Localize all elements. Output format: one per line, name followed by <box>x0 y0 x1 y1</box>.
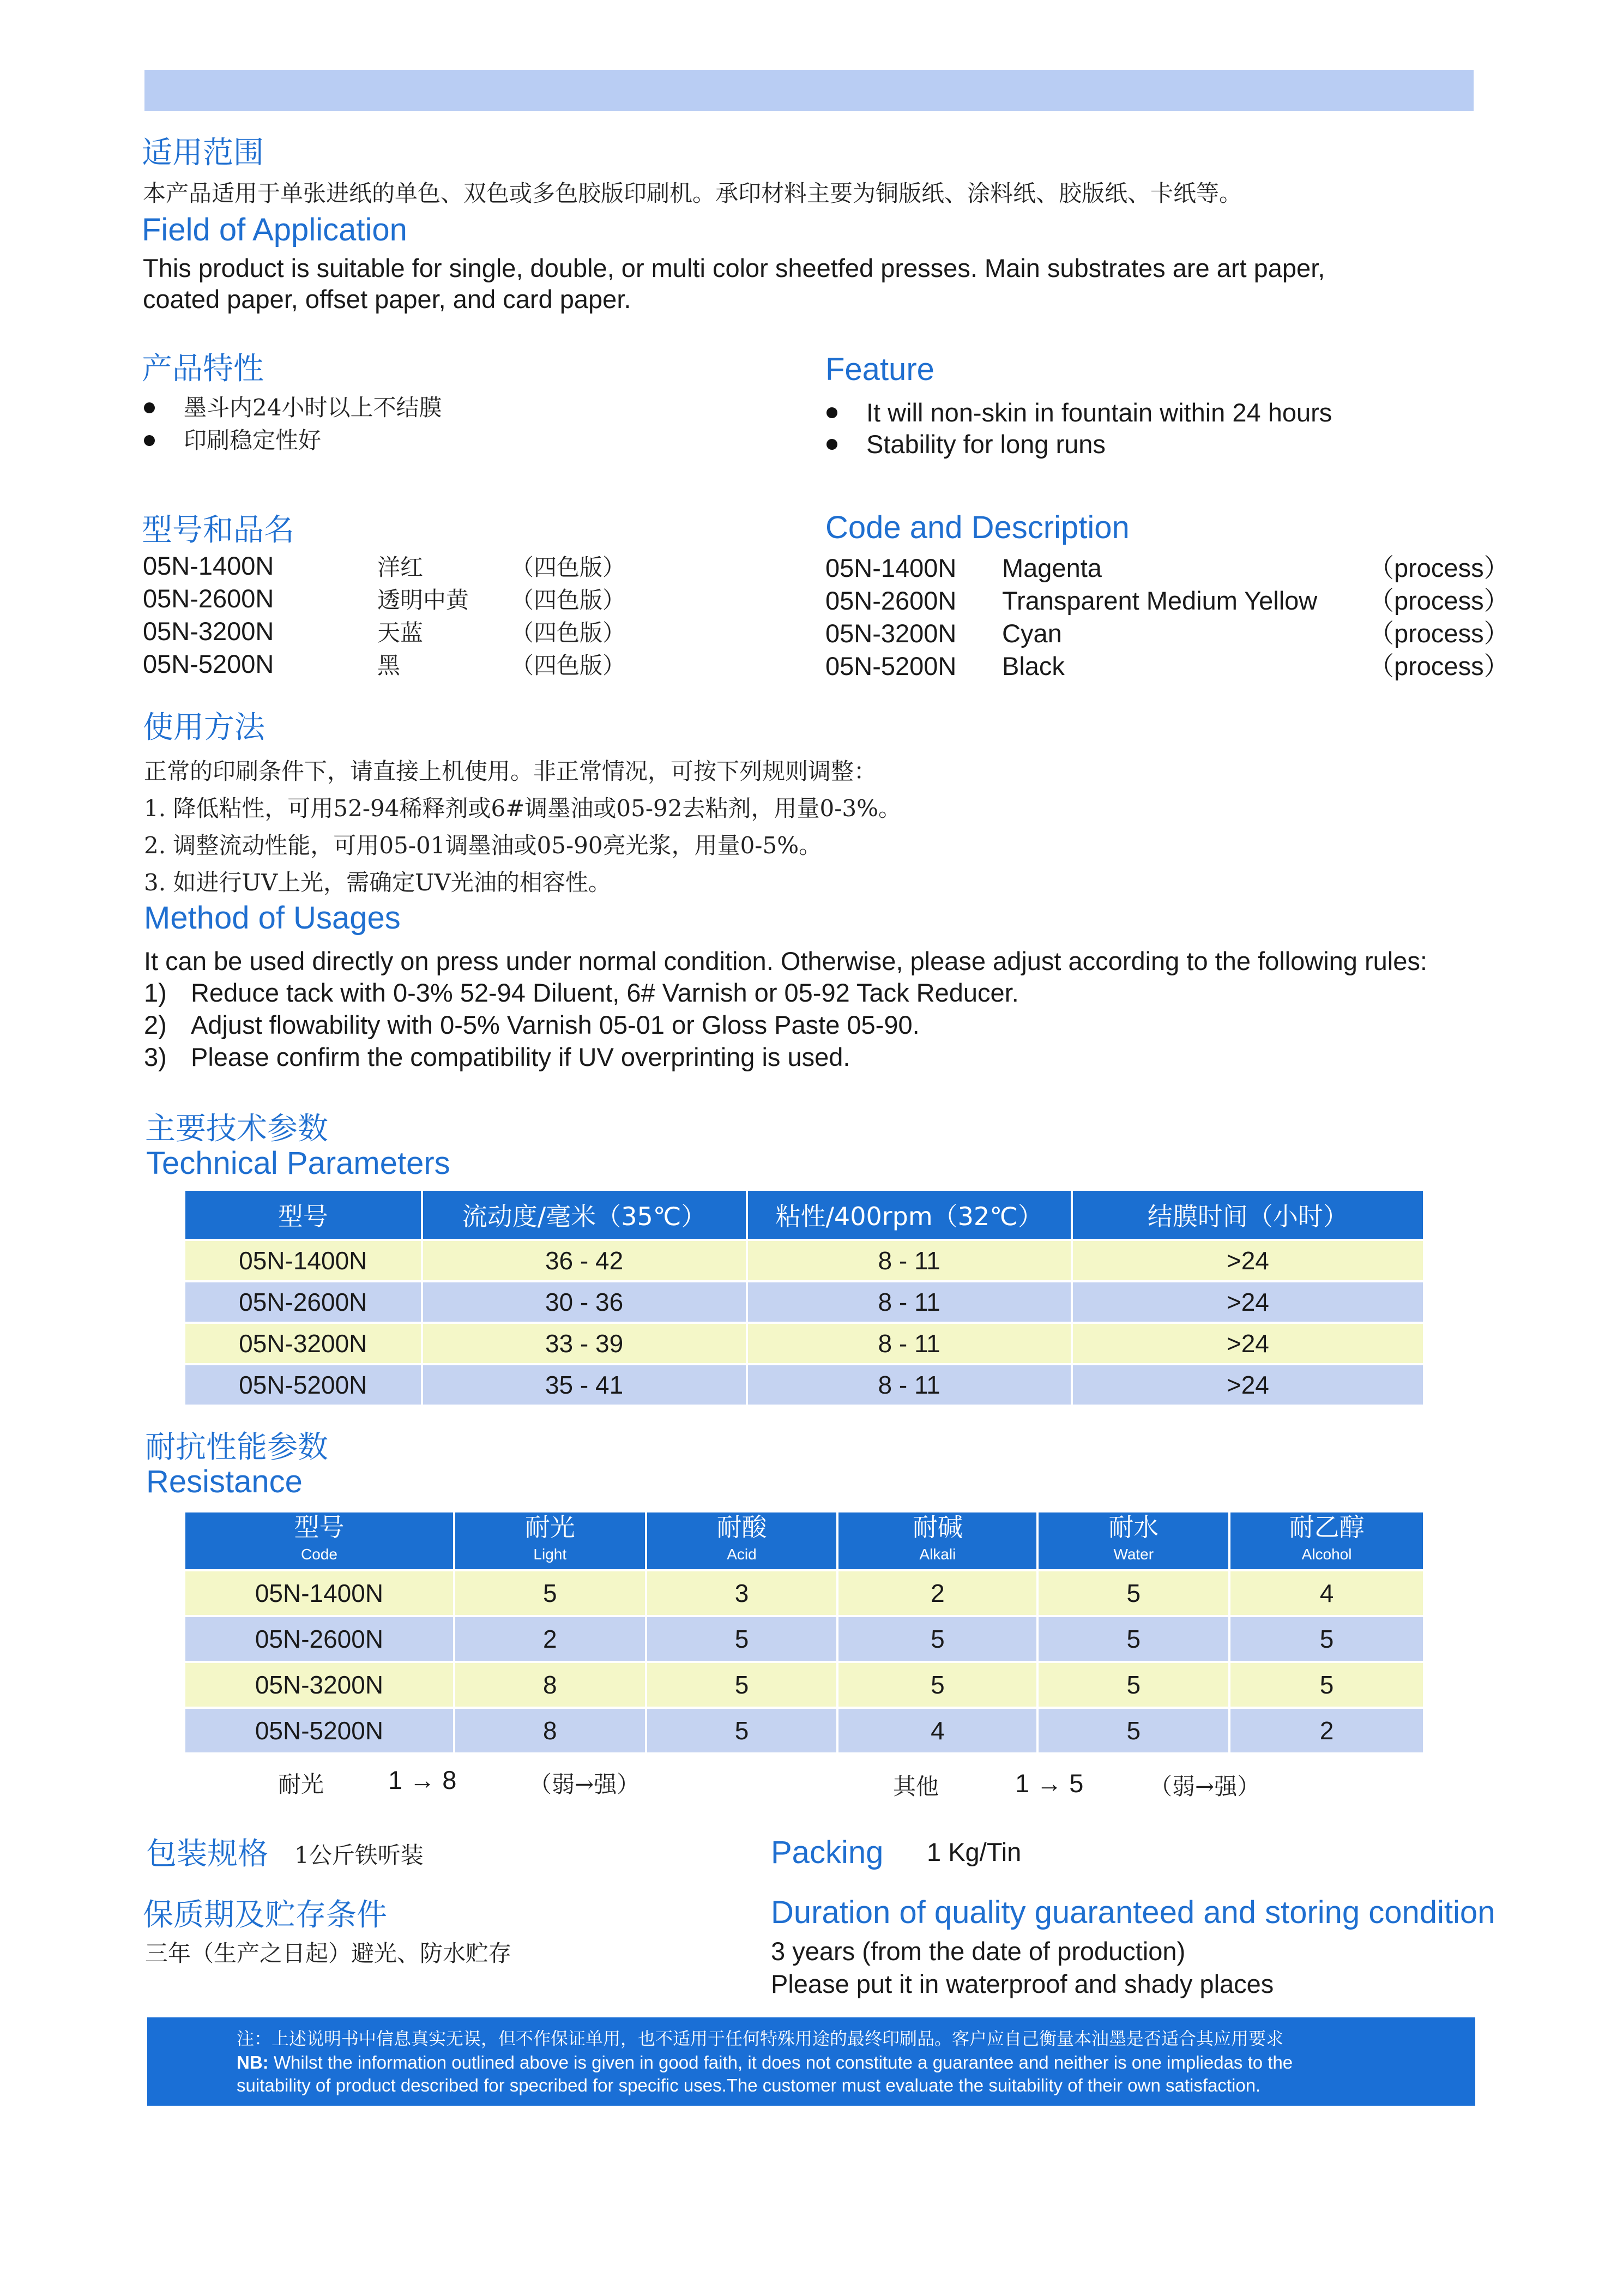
header-label-cn: 耐水 <box>1108 1512 1159 1542</box>
header-label-en: Acid <box>727 1546 757 1563</box>
table-cell: 30 - 36 <box>423 1282 746 1322</box>
legend-light-label: 耐光 <box>278 1771 324 1798</box>
usage-intro-en: It can be used directly on press under normal condition. Otherwise, please adjust according to the following rules: <box>144 947 1427 975</box>
legend-light-range: 1 → 8 <box>388 1765 457 1794</box>
table-cell: 5 <box>1230 1663 1423 1707</box>
feature-item-en: It will non-skin in fountain within 24 hours <box>825 397 1332 429</box>
resistance-title-en: Resistance <box>146 1464 303 1499</box>
feature-list-cn <box>143 391 442 457</box>
code-type-en: （process） <box>1368 652 1510 680</box>
table-cell: 4 <box>838 1709 1036 1752</box>
top-banner <box>144 70 1474 111</box>
feature-title-cn: 产品特性 <box>142 351 264 387</box>
table-cell: 5 <box>647 1617 837 1661</box>
header-label-cn: 耐酸 <box>716 1512 767 1542</box>
technical-header-row <box>185 1191 1423 1239</box>
code-row-cn <box>143 550 625 582</box>
legend-light-note: （弱→强） <box>529 1771 640 1798</box>
feature-title-en: Feature <box>825 352 934 387</box>
code-value: 05N-3200N <box>825 619 957 648</box>
feature-item-cn: 印刷稳定性好 <box>143 424 442 457</box>
usage-item-number: 1) <box>144 978 167 1007</box>
table-cell: 8 - 11 <box>748 1365 1071 1405</box>
resistance-header-cell <box>455 1512 645 1569</box>
table-cell: >24 <box>1073 1282 1423 1322</box>
usage-item-text: Reduce tack with 0-3% 52-94 Diluent, 6# Varnish or 05-92 Tack Reducer. <box>191 978 1019 1007</box>
table-cell: 5 <box>647 1709 837 1752</box>
storage-title-cn: 保质期及贮存条件 <box>143 1897 387 1933</box>
table-cell: 3 <box>647 1571 837 1615</box>
code-type-cn: （四色版） <box>511 554 626 581</box>
code-name-en: Magenta <box>1002 553 1102 582</box>
table-cell: 05N-5200N <box>185 1365 421 1405</box>
usage-item-cn: 1. 降低粘性，可用52-94稀释剂或6#调墨油或05-92去粘剂，用量0-3%。 <box>144 795 902 822</box>
usage-item-cn: 2. 调整流动性能，可用05-01调墨油或05-90亮光浆，用量0-5%。 <box>144 832 822 859</box>
resistance-header-cell <box>647 1512 837 1569</box>
table-cell: >24 <box>1073 1241 1423 1280</box>
header-label-cn: 耐碱 <box>912 1512 963 1542</box>
code-row-cn <box>143 648 625 680</box>
codes-title-cn: 型号和品名 <box>142 513 294 548</box>
table-cell: 5 <box>1039 1709 1228 1752</box>
table-cell: 35 - 41 <box>423 1365 746 1405</box>
usage-item-text: Adjust flowability with 0-5% Varnish 05-01 or Gloss Paste 05-90. <box>191 1010 920 1039</box>
legend-other-range: 1 → 5 <box>1015 1769 1084 1798</box>
resistance-header-cell <box>838 1512 1036 1569</box>
table-cell: 4 <box>1230 1571 1423 1615</box>
code-name-en: Transparent Medium Yellow <box>1002 586 1318 615</box>
header-label-cn: 型号 <box>294 1512 345 1542</box>
header-label-en: Light <box>533 1546 567 1563</box>
codes-list-cn <box>143 550 625 680</box>
code-value: 05N-5200N <box>825 652 957 680</box>
packing-value-cn: 1公斤铁听装 <box>294 1842 424 1869</box>
storage-value-en-line2: Please put it in waterproof and shady places <box>771 1969 1274 1998</box>
table-cell: 8 - 11 <box>748 1324 1071 1363</box>
table-row <box>185 1365 1423 1405</box>
table-cell: 05N-1400N <box>185 1571 453 1615</box>
code-row-en <box>825 552 1510 584</box>
table-cell: >24 <box>1073 1365 1423 1405</box>
storage-value-cn: 三年（生产之日起）避光、防水贮存 <box>145 1940 512 1967</box>
code-name-en: Cyan <box>1002 619 1062 648</box>
technical-title-cn: 主要技术参数 <box>145 1111 328 1147</box>
usage-item-number: 3) <box>144 1042 167 1071</box>
code-name-cn: 透明中黄 <box>377 587 469 613</box>
technical-header-cell: 粘性/400rpm（32℃） <box>748 1191 1071 1239</box>
code-value: 05N-1400N <box>825 553 957 582</box>
table-row <box>185 1709 1423 1752</box>
table-row <box>185 1241 1423 1280</box>
table-cell: 2 <box>455 1617 645 1661</box>
application-body-cn: 本产品适用于单张进纸的单色、双色或多色胶版印刷机。承印材料主要为铜版纸、涂料纸、胶版纸、卡纸等。 <box>143 180 1242 207</box>
table-cell: 05N-2600N <box>185 1282 421 1322</box>
table-cell: 8 - 11 <box>748 1241 1071 1280</box>
application-body-en-line2: coated paper, offset paper, and card paper. <box>143 285 631 314</box>
technical-header-cell: 型号 <box>185 1191 421 1239</box>
header-label-en: Alcohol <box>1301 1546 1352 1563</box>
code-value: 05N-2600N <box>825 586 957 615</box>
table-row <box>185 1324 1423 1363</box>
usage-item-number: 2) <box>144 1010 167 1039</box>
code-row-cn <box>143 615 625 648</box>
resistance-table <box>183 1510 1425 1755</box>
feature-list-en <box>825 397 1332 460</box>
table-cell: 05N-5200N <box>185 1709 453 1752</box>
feature-item-cn: 墨斗内24小时以上不结膜 <box>143 391 442 424</box>
code-name-cn: 黑 <box>377 652 401 679</box>
table-cell: 8 - 11 <box>748 1282 1071 1322</box>
usage-item-en <box>144 1041 850 1073</box>
usage-item-en <box>144 1009 920 1041</box>
code-row-en <box>825 617 1510 650</box>
table-cell: 5 <box>455 1571 645 1615</box>
resistance-header-cell <box>1039 1512 1228 1569</box>
code-row-en <box>825 584 1510 617</box>
table-cell: 2 <box>838 1571 1036 1615</box>
table-row <box>185 1663 1423 1707</box>
code-name-cn: 洋红 <box>377 554 424 581</box>
application-title-cn: 适用范围 <box>142 135 264 171</box>
table-cell: 5 <box>838 1663 1036 1707</box>
header-label-cn: 耐光 <box>524 1512 575 1542</box>
table-row <box>185 1617 1423 1661</box>
technical-header-cell: 流动度/毫米（35℃） <box>423 1191 746 1239</box>
table-cell: 05N-1400N <box>185 1241 421 1280</box>
disclaimer-en-text: Whilst the information outlined above is given in good faith, it does not constitute a guarantee and neither is one impliedas to the <box>268 2052 1293 2072</box>
table-cell: 5 <box>1230 1617 1423 1661</box>
usage-item-cn: 3. 如进行UV上光，需确定UV光油的相容性。 <box>144 869 611 896</box>
code-type-cn: （四色版） <box>511 619 626 646</box>
table-cell: 36 - 42 <box>423 1241 746 1280</box>
code-type-en: （process） <box>1368 553 1510 582</box>
usage-item-en <box>144 977 1019 1009</box>
code-row-cn <box>143 582 625 615</box>
table-cell: 5 <box>647 1663 837 1707</box>
resistance-header-cell <box>1230 1512 1423 1569</box>
table-cell: 8 <box>455 1709 645 1752</box>
table-cell: 33 - 39 <box>423 1324 746 1363</box>
disclaimer-box <box>147 2017 1475 2106</box>
code-type-cn: （四色版） <box>511 652 626 679</box>
table-cell: 5 <box>1039 1663 1228 1707</box>
usage-intro-cn: 正常的印刷条件下，请直接上机使用。非正常情况，可按下列规则调整： <box>144 758 877 785</box>
code-value: 05N-2600N <box>143 584 274 613</box>
code-value: 05N-3200N <box>143 617 274 646</box>
disclaimer-nb-label: NB: <box>237 2052 269 2072</box>
table-cell: 8 <box>455 1663 645 1707</box>
table-row <box>185 1571 1423 1615</box>
packing-value-en: 1 Kg/Tin <box>927 1837 1022 1866</box>
disclaimer-cn: 注：上述说明书中信息真实无误，但不作保证单用，也不适用于任何特殊用途的最终印刷品。客户应自己衡量本油墨是否适合其应用要求 <box>237 2028 1284 2049</box>
table-cell: >24 <box>1073 1324 1423 1363</box>
table-cell: 2 <box>1230 1709 1423 1752</box>
legend-other-note: （弱→强） <box>1149 1773 1260 1800</box>
feature-item-en: Stability for long runs <box>825 429 1332 460</box>
disclaimer-en-line2: suitability of product described for specribed for specific uses.The customer must evaluate the suitability of their own satisfaction. <box>237 2075 1261 2095</box>
disclaimer-en-line1 <box>237 2052 1293 2073</box>
header-label-en: Water <box>1113 1546 1154 1563</box>
codes-title-en: Code and Description <box>825 510 1130 545</box>
usage-item-text: Please confirm the compatibility if UV overprinting is used. <box>191 1042 850 1071</box>
resistance-header-row <box>185 1512 1423 1569</box>
technical-header-cell: 结膜时间（小时） <box>1073 1191 1423 1239</box>
header-label-en: Code <box>300 1546 337 1563</box>
usage-title-cn: 使用方法 <box>143 710 265 745</box>
table-cell: 05N-2600N <box>185 1617 453 1661</box>
code-row-en <box>825 650 1510 683</box>
technical-title-en: Technical Parameters <box>146 1146 450 1181</box>
table-cell: 5 <box>1039 1617 1228 1661</box>
technical-table <box>183 1189 1425 1407</box>
legend-other-label: 其他 <box>893 1773 939 1800</box>
code-type-en: （process） <box>1368 586 1510 615</box>
header-label-cn: 耐乙醇 <box>1289 1512 1365 1542</box>
storage-title-en: Duration of quality guaranteed and storing condition <box>771 1895 1495 1930</box>
application-title-en: Field of Application <box>142 212 407 248</box>
application-body-en-line1: This product is suitable for single, double, or multi color sheetfed presses. Main substrates are art paper, <box>143 254 1325 282</box>
code-name-cn: 天蓝 <box>377 619 424 646</box>
storage-value-en-line1: 3 years (from the date of production) <box>771 1937 1186 1966</box>
resistance-header-cell <box>185 1512 453 1569</box>
packing-title-en: Packing <box>771 1835 884 1870</box>
table-cell: 5 <box>838 1617 1036 1661</box>
code-value: 05N-1400N <box>143 551 274 580</box>
code-value: 05N-5200N <box>143 649 274 678</box>
usage-title-en: Method of Usages <box>144 900 401 936</box>
table-cell: 05N-3200N <box>185 1324 421 1363</box>
table-cell: 5 <box>1039 1571 1228 1615</box>
code-type-en: （process） <box>1368 619 1510 648</box>
codes-list-en <box>825 552 1510 683</box>
resistance-title-cn: 耐抗性能参数 <box>145 1430 328 1465</box>
table-row <box>185 1282 1423 1322</box>
packing-title-cn: 包装规格 <box>146 1836 268 1872</box>
table-cell: 05N-3200N <box>185 1663 453 1707</box>
code-type-cn: （四色版） <box>511 587 626 613</box>
code-name-en: Black <box>1002 652 1065 680</box>
header-label-en: Alkali <box>919 1546 956 1563</box>
